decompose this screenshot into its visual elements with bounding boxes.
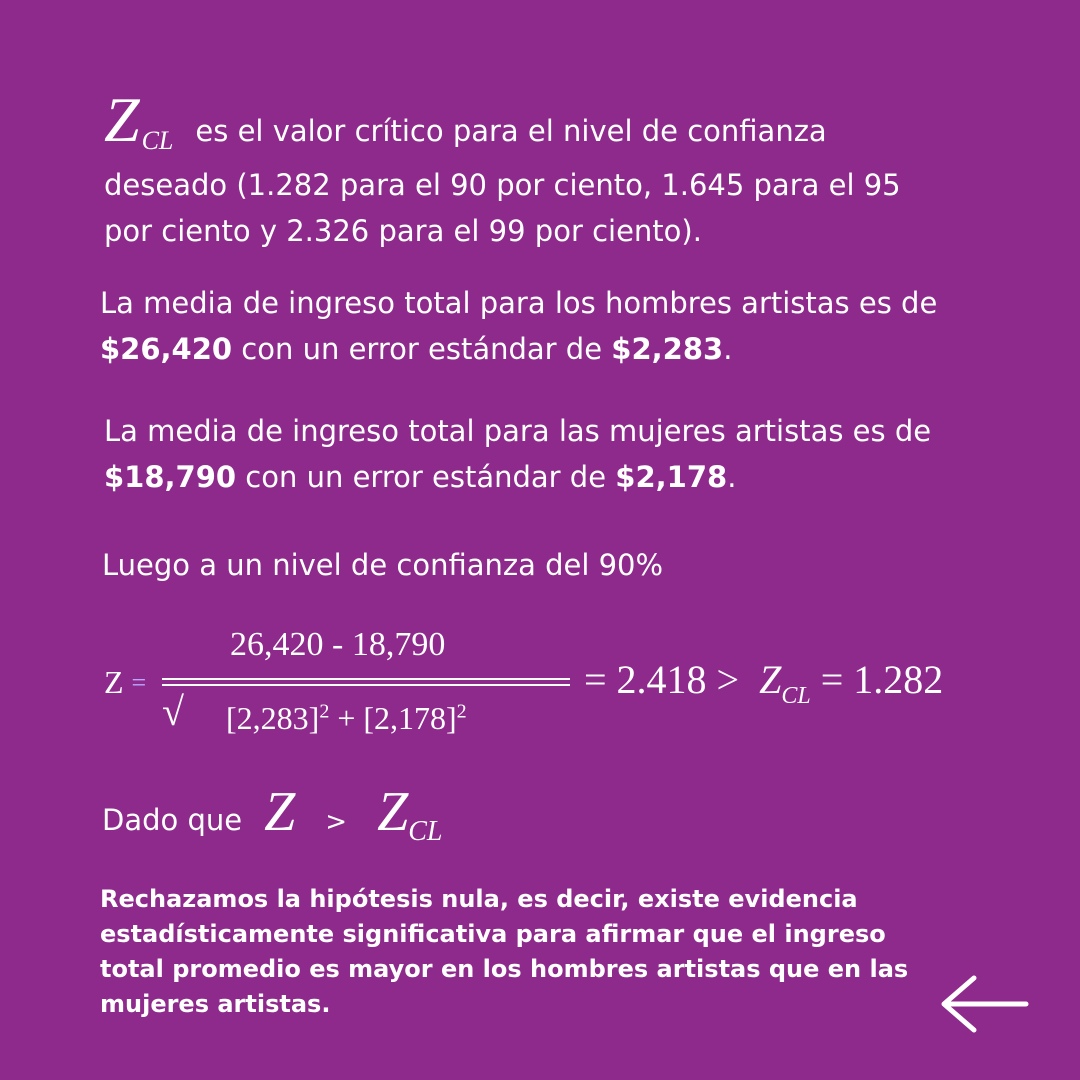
result-value: = 2.418 > — [584, 657, 740, 702]
women-se: $2,178 — [615, 460, 728, 494]
confidence-level-text: Luego a un nivel de confianza del 90% — [102, 548, 664, 582]
women-mean: $18,790 — [104, 460, 237, 494]
den-b: [2,178] — [363, 700, 457, 736]
women-income-paragraph — [104, 408, 1024, 500]
given-zcl-z: Z — [377, 781, 409, 843]
formula-z: Z — [104, 664, 124, 700]
den-plus: + — [329, 700, 364, 736]
women-line2 — [104, 454, 1024, 500]
z-test-formula — [100, 618, 1060, 748]
arrow-left-icon[interactable] — [936, 972, 1032, 1036]
men-middle: con un error estándar de — [232, 332, 612, 366]
zcl-definition-line1: es el valor crítico para el nivel de confianza — [195, 114, 827, 148]
men-line2 — [100, 326, 1020, 372]
zcl-definition-line3: por ciento y 2.326 para el 99 por ciento). — [104, 214, 702, 248]
zcl-symbol: Z — [104, 84, 140, 155]
fraction-bar-double — [162, 684, 570, 686]
formula-numerator: 26,420 - 18,790 — [230, 626, 446, 663]
men-income-paragraph — [100, 280, 1020, 372]
women-end: . — [727, 460, 737, 494]
formula-z-lhs — [104, 664, 146, 701]
result-zcl-sub: CL — [781, 683, 811, 709]
square-root-icon: √ — [162, 689, 184, 734]
men-end: . — [723, 332, 733, 366]
given-greater-than: > — [325, 807, 348, 837]
given-that-statement — [102, 780, 443, 847]
result-zcl-value: = 1.282 — [820, 657, 944, 702]
fraction-bar — [162, 678, 570, 680]
women-middle: con un error estándar de — [236, 460, 616, 494]
zcl-definition — [104, 84, 1004, 254]
women-line1: La media de ingreso total para las mujeres artistas es de — [104, 414, 932, 448]
given-that-label: Dado que — [102, 803, 243, 837]
result-zcl-z: Z — [759, 657, 782, 702]
men-mean: $26,420 — [100, 332, 233, 366]
given-zcl-sub: CL — [408, 816, 443, 847]
den-b-exp: 2 — [456, 700, 467, 723]
men-se: $2,283 — [611, 332, 724, 366]
formula-denominator — [226, 700, 467, 737]
zcl-subscript: CL — [141, 126, 174, 155]
conclusion-text: Rechazamos la hipótesis nula, es decir, existe evidencia estadísticamente significativa para afirmar que el ingreso total promedio es mayor en los hombres artistas que en las mujeres artistas. — [100, 885, 909, 1018]
den-a-exp: 2 — [319, 700, 330, 723]
given-z: Z — [264, 781, 296, 843]
den-a: [2,283] — [226, 700, 320, 736]
formula-equals: = — [131, 668, 147, 697]
formula-result — [584, 656, 944, 709]
men-line1: La media de ingreso total para los hombres artistas es de — [100, 286, 938, 320]
zcl-definition-line2: deseado (1.282 para el 90 por ciento, 1.645 para el 95 — [104, 168, 901, 202]
